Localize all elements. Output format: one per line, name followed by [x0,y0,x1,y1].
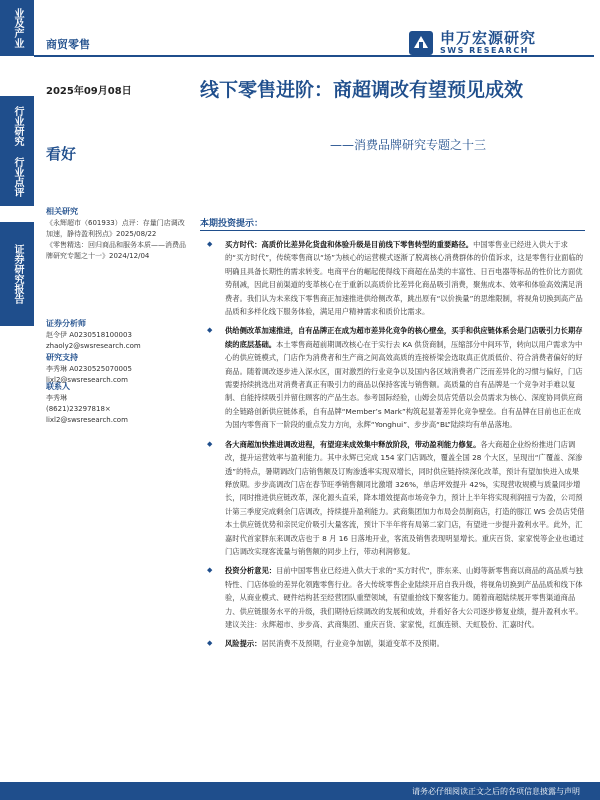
contact-phone: (8621)23297818× [46,405,111,413]
bullet-text: 中国零售业已经进入供大于求的“买方时代”，传统零售商以“场”为核心的运营模式逐渐了脱离核心消费群体的价值诉求，这是零售行业面临的明确且具备长期性的需求转变。电商平台的崛起使得线下商超在品类的丰富性、日百电器等标品的性价比方面优势削减，因此目前渠道的变革核心在于重新以高质价比差异化商品吸引消费，聚焦成本、效率和体验高效满足消费者。我们认为未来线下零售商正加速推进供给侧改革，跳出原有“以价换量”的思维限制，将视角切换到高产品品质和多样化线下服务体验，满足用户精神需求和质价比需求。 [225,240,584,317]
report-title: 线下零售进阶：商超调改有望预见成效 [200,79,524,101]
left-sidebar [0,0,34,800]
logo-en-text: SWS RESEARCH [440,46,529,55]
tips-divider [200,230,585,231]
logo-cn-text: 申万宏源研究 [440,29,537,47]
sidebar-label: 行业研究 行业点评 [12,105,23,197]
bullet-lead: 投资分析意见： [225,566,277,576]
analyst-line: 赵令伊 A0230518100003 [46,331,132,339]
sidebar-block-industry [0,0,34,56]
contact-email: lixl2@swsresearch.com [46,416,128,424]
sidebar-label: 业及产业 [12,8,23,48]
bullet-buyer-era [207,238,585,318]
rating: 看好 [46,145,77,163]
analyst-email: zhaoly2@swsresearch.com [46,342,141,350]
assistant-email: lixl2@swsresearch.com [46,376,128,384]
investment-tips-title: 本期投资提示： [200,219,264,229]
sidebar-block-research [0,222,34,326]
bullet-lead: 供给侧改革加速推进，自有品牌正在成为超市差异化竞争的核心壁垒，买手和供应链体系会是门店吸引力长期存续的底层基础。 [225,326,583,349]
bullet-risk [207,637,585,650]
contact-heading: 联系人 [46,382,70,391]
related-research [46,206,186,262]
footer-bar [0,782,600,800]
contact-info [46,381,186,426]
industry-label: 商贸零售 [46,38,90,51]
analyst-info [46,318,186,386]
bullet-text: 居民消费不及预期，行业竞争加剧，渠道变革不及预期。 [261,639,444,649]
logo-icon [408,30,434,56]
bullet-store-renovation [207,438,585,559]
sidebar-block-report-type [0,96,34,206]
sidebar-label: 证券研究报告 [12,244,23,304]
assistant-line: 李秀琳 A0230525070005 [46,365,132,373]
report-subtitle: ——消费品牌研究专题之十三 [330,138,487,152]
related-heading: 相关研究 [46,207,78,216]
bullet-text: 各大商超企业纷纷推进门店调改，提升运营效率与盈利能力。其中永辉已完成 154 家门店调改，覆盖全国 28 个大区，呈现出“广覆盖、深渗透”的特点，暑期调改门店销售额及订购渗透率实现双增长，同时供应链持续深化改革，预计有望加快进入成果释放期。步步高调改门店在春节旺季销售额同比激增 326%，单店坪效提升 42%，实现营收规模与质量同步增长，同时推进供应链改革，深化源头直采，降本增效提高市场竞争力，预计上半年将实现利润扭亏为盈，公司预计第三季度完成剩余门店调改，持续提升盈利能力。武商集团加力布局会员制商店，打造的豚江 WS 会员店凭借本土供应链优势和亲民定价吸引大量客流，预计下半年将有局第二家门店，有望进一步提升盈利水平。此外，汇嘉时代首家胖东来调改店也于 8 月 16 日落地开业，客流及销售表现明显增长。重庆百货、家家悦等企业也通过门店调改实现客流量与销售额的同步上行，带动利润修复。 [225,439,585,556]
footer-disclaimer: 请务必仔细阅读正文之后的各项信息披露与声明 [412,787,580,796]
investment-bullets [207,238,585,657]
brand-logo [408,26,576,60]
bullet-lead: 买方时代：高质价比差异化货盘和体验升级是目前线下零售转型的重要路径。 [225,240,474,249]
bullet-investment-view [207,564,585,631]
bullet-supply-reform [207,324,585,431]
bullet-text: 本土零售商超前期调改核心在于实行去 KA 供货商制，压缩部分中间环节，转向以用户需求为中心的供应链模式，门店作为消费者和生产商之间高效高质的连接桥梁会选取真正优质低价、符合消费者偏好的好商品。随着调改逐步进入深水区，面对激烈的行业竞争以及国内各区域消费者广泛而差异化的习惯与偏好，门店需要持续挑选出对消费者真正有吸引力的商品以保持客流与销售额。高质量的自有品牌是一个竞争对手难以复制、自能持续吸引并留住顾客的产品生态。参考国际经验，山姆会员店凭借以会员需求为核心、深度协同供应商的全链路创新供应链体系，自有品牌“Member’s Mark”构筑起显著差异化竞争壁垒。自有品牌在目前也正在成为国内零售商下一阶段的重点发力方向，永辉“Yonghui”、步步高“BL”陆续均有单品落地。 [225,339,583,430]
contact-name: 李秀琳 [46,394,67,402]
analyst-heading: 证券分析师 [46,319,86,328]
bullet-lead: 风险提示： [225,639,262,649]
bullet-lead: 各大商超加快推进调改进程，有望迎来成效集中释放阶段，带动盈利能力修复。 [225,439,481,449]
related-item: 《零售精选：回归商品和服务本质——消费品牌研究专题之十一》2024/12/04 [46,241,186,260]
report-date: 2025年09月08日 [46,86,132,97]
related-item: 《永辉超市（601933）点评：存量门店调改加速，静待盈利拐点》2025/08/22 [46,219,185,238]
bullet-text: 目前中国零售业已经进入供大于求的“买方时代”，胖东来、山姆等新零售商以商品的高品质与独特性、门店体验的差异化领跑零售行业。各大传统零售企业陆续开启自我升级，将视角切换到产品品质和线下体验，从商业模式、硬件结构甚至经营团队重塑领域，有望重拾线下聚客能力。随着商超陆续展开零售渠道商品力、供应链服务水平的升级，我们期待后续调改的发展和成效，并看好各大公司逐步修复业绩，提升盈利水平。建议关注：永辉超市、步步高、武商集团、重庆百货、家家悦，红旗连锁、天虹股份、汇嘉时代。 [225,566,583,629]
assistant-heading: 研究支持 [46,353,78,362]
